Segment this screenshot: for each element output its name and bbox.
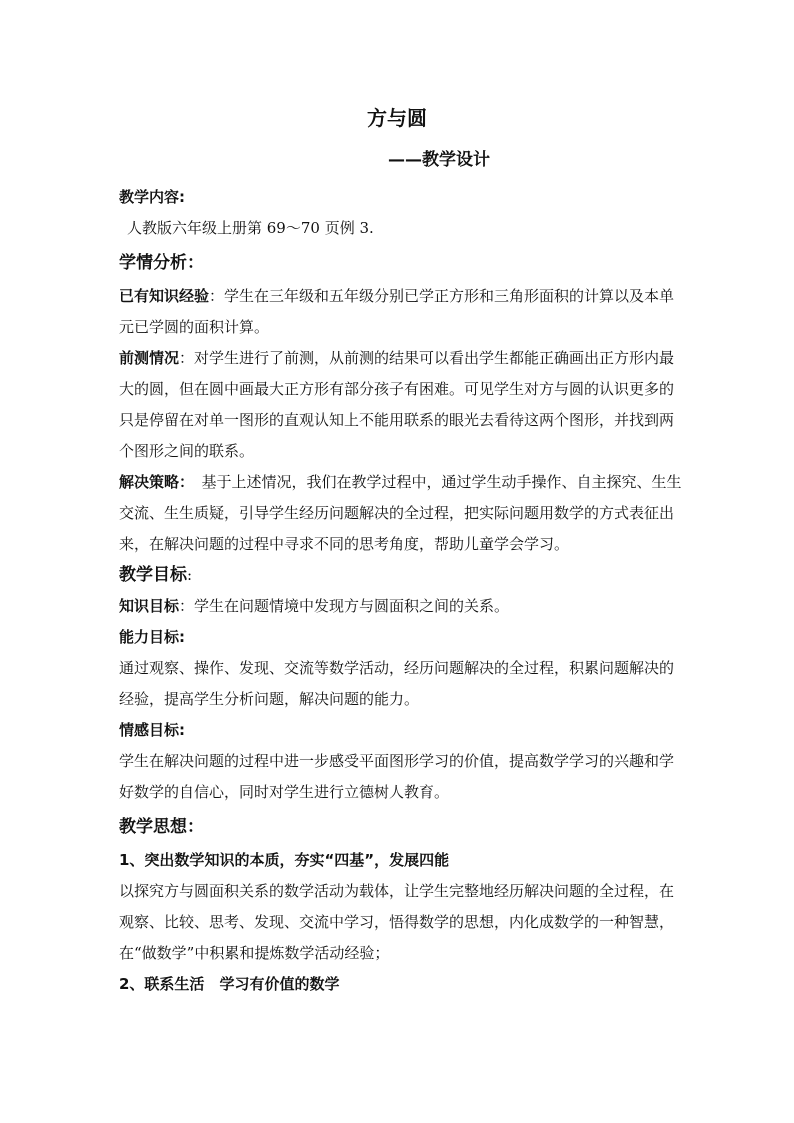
goals-heading-text: 教学目标 — [119, 565, 187, 585]
knowledge-goal-paragraph — [119, 591, 687, 622]
goals-heading — [119, 560, 687, 591]
thinking-point1-title: 1、突出数学知识的本质，夯实“四基”，发展四能 — [119, 851, 450, 869]
emotion-goal-text: 学生在解决问题的过程中进一步感受平面图形学习的价值，提高数学学习的兴趣和学好数学的自信心，同时对学生进行立德树人教育。 — [119, 752, 675, 801]
thinking-point1-text: 以探究方与圆面积关系的数学活动为载体，让学生完整地经历解决问题的全过程，在观察、比较、思考、发现、交流中学习，悟得数学的思想，内化成数学的一种智慧，在“做数学”中积累和提炼数学活动经验； — [119, 882, 675, 962]
pretest-label: 前测情况 — [119, 349, 180, 367]
pretest-text: ：对学生进行了前测，从前测的结果可以看出学生都能正确画出正方形内最大的圆，但在圆中画最大正方形有部分孩子有困难。可见学生对方与圆的认识更多的只是停留在对单一图形的直观认知上不能用联系的眼光去看待这两个图形，并找到两个图形之间的联系。 — [119, 349, 675, 460]
content-label: 教学内容: — [119, 188, 185, 206]
existing-knowledge-label: 已有知识经验 — [119, 287, 210, 305]
emotion-goal-label: 情感目标: — [119, 721, 185, 739]
ability-goal-label: 能力目标: — [119, 628, 185, 646]
analysis-heading: 学情分析： — [119, 253, 204, 273]
pretest-paragraph — [119, 343, 687, 467]
thinking-heading: 教学思想： — [119, 817, 204, 837]
strategy-paragraph — [119, 467, 687, 560]
knowledge-goal-label: 知识目标 — [119, 597, 180, 615]
thinking-point2-title: 2、联系生活 学习有价值的数学 — [119, 975, 340, 993]
document-title: 方与圆 — [367, 106, 427, 130]
content-text: 人教版六年级上册第 69～70 页例 3. — [127, 219, 374, 237]
document-body — [119, 182, 687, 1000]
strategy-label: 解决策略： — [119, 473, 187, 491]
strategy-text: 基于上述情况，我们在教学过程中，通过学生动手操作、自主探究、生生交流、生生质疑，引导学生经历问题解决的全过程，把实际问题用数学的方式表征出来，在解决问题的过程中寻求不同的思考角度，帮助儿童学会学习。 — [119, 473, 682, 553]
existing-knowledge-paragraph — [119, 281, 687, 343]
ability-goal-text: 通过观察、操作、发现、交流等数学活动，经历问题解决的全过程，积累问题解决的经验，提高学生分析问题，解决问题的能力。 — [119, 659, 675, 708]
knowledge-goal-text: ：学生在问题情境中发现方与圆面积之间的关系。 — [179, 597, 510, 615]
existing-knowledge-text: ：学生在三年级和五年级分别已学正方形和三角形面积的计算以及本单元已学圆的面积计算。 — [119, 287, 675, 336]
goals-heading-suffix: : — [187, 566, 193, 584]
document-subtitle: ——教学设计 — [388, 150, 490, 170]
